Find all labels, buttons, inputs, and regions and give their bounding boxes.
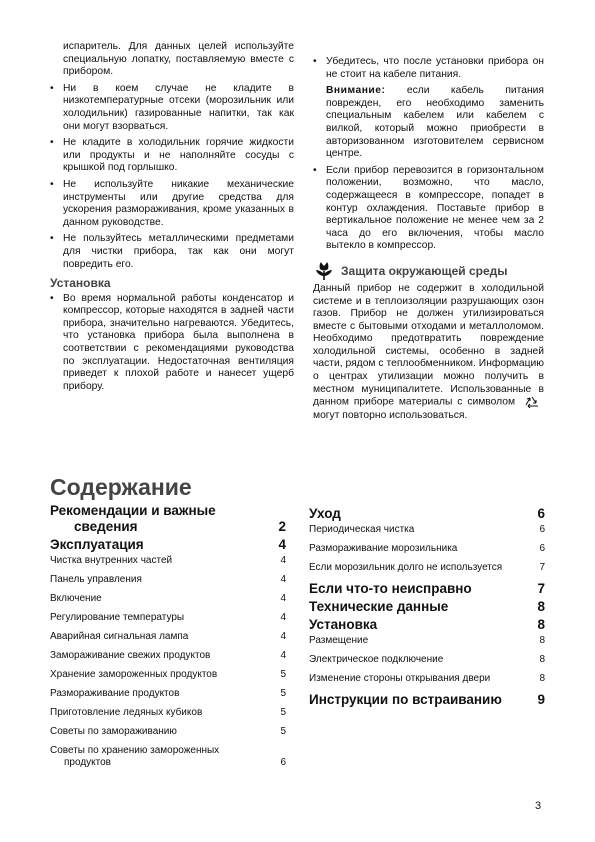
recycle-icon <box>524 396 540 408</box>
toc-page-number: 8 <box>539 635 545 646</box>
toc-entry-label-line: Советы по замораживанию <box>50 726 177 737</box>
toc-entry-label <box>309 692 502 708</box>
toc-entry-label-line: Эксплуатация <box>50 537 144 552</box>
toc-page-number: 6 <box>280 757 286 768</box>
cable-bullet-list <box>313 56 544 253</box>
toc-page-number: 2 <box>278 519 286 534</box>
toc-entry-label <box>50 593 102 605</box>
toc-entry-label <box>50 631 188 643</box>
toc-subsection-entry <box>50 707 286 719</box>
warning-label: Внимание: <box>326 85 386 97</box>
toc-subsection-entry <box>50 669 286 681</box>
toc-entry-label <box>50 688 179 700</box>
toc-entry-label <box>309 543 457 555</box>
safety-bullet-list <box>50 83 294 271</box>
toc-page-number: 4 <box>278 537 286 552</box>
bullet-item: • Если прибор перевозится в горизонтальном положении, возможно, что масло, содержащееся в компрессоре, попадет в контур охлаждения. Поставьте прибор в вертикальное положение не менее чем за 2 часа до его включения, чтобы масло вытекло в компрессор. <box>313 164 544 252</box>
toc-section-entry <box>309 617 545 633</box>
toc-section-entry <box>309 692 545 708</box>
bullet-item: • Во время нормальной работы конденсатор и компрессор, которые находятся в задней части прибора, значительно нагреваются. Убедитесь, что установка прибора была выполнена в соответствии с рекомендациями руководства по эксплуатации. Недостаточная вентиляция приведет к плохой работе и нанесет ущерб прибору. <box>50 292 294 392</box>
toc-entry-label <box>50 574 142 586</box>
toc-page-number: 6 <box>539 524 545 535</box>
toc-page-number: 9 <box>537 692 545 707</box>
toc-page-number: 4 <box>280 631 286 642</box>
toc-subsection-entry <box>309 524 545 536</box>
toc-section-entry <box>309 599 545 615</box>
toc-subsection-entry <box>309 654 545 666</box>
toc-page-number: 4 <box>280 650 286 661</box>
environment-paragraph: Данный прибор не содержит в холодильной системе и в теплоизоляции разрушающих озон газов. Прибор не должен утилизироваться вместе с бытовыми отходами и металлоломом. Необходимо предотвратить повреждение холодильной системы, особенно в задней части, рядом с теплообменником. Информацию о центрах утилизации можно получить в местном муниципалитете. Использованные в данном приборе материалы с символом могут повторно использоваться. <box>313 282 544 421</box>
toc-entry-label-line: Хранение замороженных продуктов <box>50 669 218 680</box>
toc-subsection-entry <box>309 562 545 574</box>
toc-entry-label-line: Инструкции по встраиванию <box>309 692 502 707</box>
toc-page-number: 4 <box>280 593 286 604</box>
toc-entry-label <box>50 669 217 681</box>
installation-heading: Установка <box>50 276 111 291</box>
contents-title: Содержание <box>50 474 192 500</box>
toc-entry-label-line: Размораживание морозильника <box>309 543 458 554</box>
toc-entry-label-line: Технические данные <box>309 599 449 614</box>
right-text-column <box>313 56 544 422</box>
toc-entry-label <box>50 745 219 769</box>
toc-entry-label <box>309 599 448 615</box>
toc-entry-label-line: сведения <box>74 519 138 534</box>
toc-entry-label <box>309 524 414 536</box>
toc-entry-label <box>50 650 210 662</box>
toc-entry-label <box>309 506 341 522</box>
toc-entry-label-line: Размораживание продуктов <box>50 688 180 699</box>
toc-section-entry <box>309 506 545 522</box>
toc-entry-label-line: продуктов <box>64 757 111 768</box>
toc-subsection-entry <box>50 555 286 567</box>
toc-section-entry <box>309 581 545 597</box>
flower-icon <box>313 261 335 281</box>
toc-page-number: 8 <box>537 617 545 632</box>
contents-list-right <box>309 506 545 710</box>
toc-entry-label-line: Если что-то неисправно <box>309 581 472 596</box>
page-number: 3 <box>535 800 542 812</box>
toc-entry-label <box>309 617 377 633</box>
toc-page-number: 6 <box>537 506 545 521</box>
toc-entry-label-line: Панель управления <box>50 574 142 585</box>
toc-entry-label <box>309 581 472 597</box>
toc-entry-label-line: Аварийная сигнальная лампа <box>50 631 189 642</box>
toc-page-number: 8 <box>537 599 545 614</box>
environment-heading: Защита окружающей среды <box>313 261 544 281</box>
bullet-item: • Не кладите в холодильник горячие жидкости или продукты и не наполняйте сосуды с крышкой под горлышко. <box>50 137 294 174</box>
toc-subsection-entry <box>50 745 286 769</box>
toc-page-number: 4 <box>280 555 286 566</box>
toc-entry-label-line: Приготовление ледяных кубиков <box>50 707 203 718</box>
toc-subsection-entry <box>309 673 545 685</box>
toc-entry-label <box>50 726 177 738</box>
toc-entry-label <box>50 555 172 567</box>
toc-entry-label-line: Чистка внутренних частей <box>50 555 173 566</box>
toc-entry-label-line: Размещение <box>309 635 369 646</box>
toc-entry-label-line: Регулирование температуры <box>50 612 185 623</box>
bullet-item: • Ни в коем случае не кладите в низкотемпературные отсеки (морозильник или холодильник) газированные напитки, так как они могут взорваться. <box>50 82 294 132</box>
toc-entry-label <box>309 635 368 647</box>
toc-entry-label-line: Советы по хранению замороженных <box>50 745 220 756</box>
warning-note <box>326 85 544 161</box>
toc-entry-label-line: Замораживание свежих продуктов <box>50 650 211 661</box>
contents-list-left <box>50 503 286 776</box>
toc-subsection-entry <box>50 574 286 586</box>
toc-entry-label <box>50 612 184 624</box>
toc-entry-label-line: Рекомендации и важные <box>50 503 216 518</box>
toc-subsection-entry <box>50 650 286 662</box>
toc-entry-label-line: Установка <box>309 617 378 632</box>
toc-entry-label-line: Периодическая чистка <box>309 524 415 535</box>
installation-bullet-list <box>50 293 294 394</box>
toc-subsection-entry <box>50 593 286 605</box>
toc-page-number: 4 <box>280 574 286 585</box>
left-text-column <box>50 41 294 397</box>
toc-entry-label <box>50 537 144 553</box>
toc-section-entry <box>50 503 286 535</box>
toc-entry-label-line: Уход <box>309 506 341 521</box>
toc-page-number: 7 <box>537 581 545 596</box>
toc-entry-label-line: Если морозильник долго не используется <box>309 562 503 573</box>
toc-subsection-entry <box>50 726 286 738</box>
toc-page-number: 5 <box>280 669 286 680</box>
toc-page-number: 7 <box>539 562 545 573</box>
toc-subsection-entry <box>50 612 286 624</box>
toc-page-number: 5 <box>280 707 286 718</box>
toc-subsection-entry <box>309 543 545 555</box>
bullet-item: • Не пользуйтесь металлическими предметами для чистки прибора, так как они могут повредить его. <box>50 233 294 270</box>
toc-entry-label-line: Изменение стороны открывания двери <box>309 673 491 684</box>
toc-subsection-entry <box>309 635 545 647</box>
toc-entry-label <box>50 503 216 535</box>
toc-subsection-entry <box>50 631 286 643</box>
bullet-item: • Не используйте никакие механические инструменты или другие средства для ускорения размораживания, кроме указанных в данном руководстве. <box>50 178 294 228</box>
toc-page-number: 5 <box>280 688 286 699</box>
bullet-item: • Убедитесь, что после установки прибора он не стоит на кабеле питания. Внимание: если кабель питания поврежден, его необходимо заменить специальным кабелем или кабелем с вилкой, который можно приобрести в авторизованном изготовителем сервисном центре. <box>313 56 544 160</box>
toc-page-number: 6 <box>539 543 545 554</box>
warning-text: если кабель питания поврежден, его необходимо заменить специальным кабелем или кабелем с вилкой, который можно приобрести в авторизованном изготовителем сервисном центре. <box>326 85 544 160</box>
toc-page-number: 8 <box>539 673 545 684</box>
toc-entry-label-line: Включение <box>50 593 102 604</box>
toc-entry-label-line: Электрическое подключение <box>309 654 444 665</box>
toc-entry-label <box>309 673 490 685</box>
toc-entry-label <box>309 562 502 574</box>
toc-section-entry <box>50 537 286 553</box>
toc-subsection-entry <box>50 688 286 700</box>
toc-page-number: 5 <box>280 726 286 737</box>
toc-page-number: 8 <box>539 654 545 665</box>
toc-page-number: 4 <box>280 612 286 623</box>
toc-entry-label <box>50 707 202 719</box>
toc-entry-label <box>309 654 443 666</box>
continued-paragraph: испаритель. Для данных целей используйте специальную лопатку, поставляемую вместе с прибором. <box>63 41 294 78</box>
